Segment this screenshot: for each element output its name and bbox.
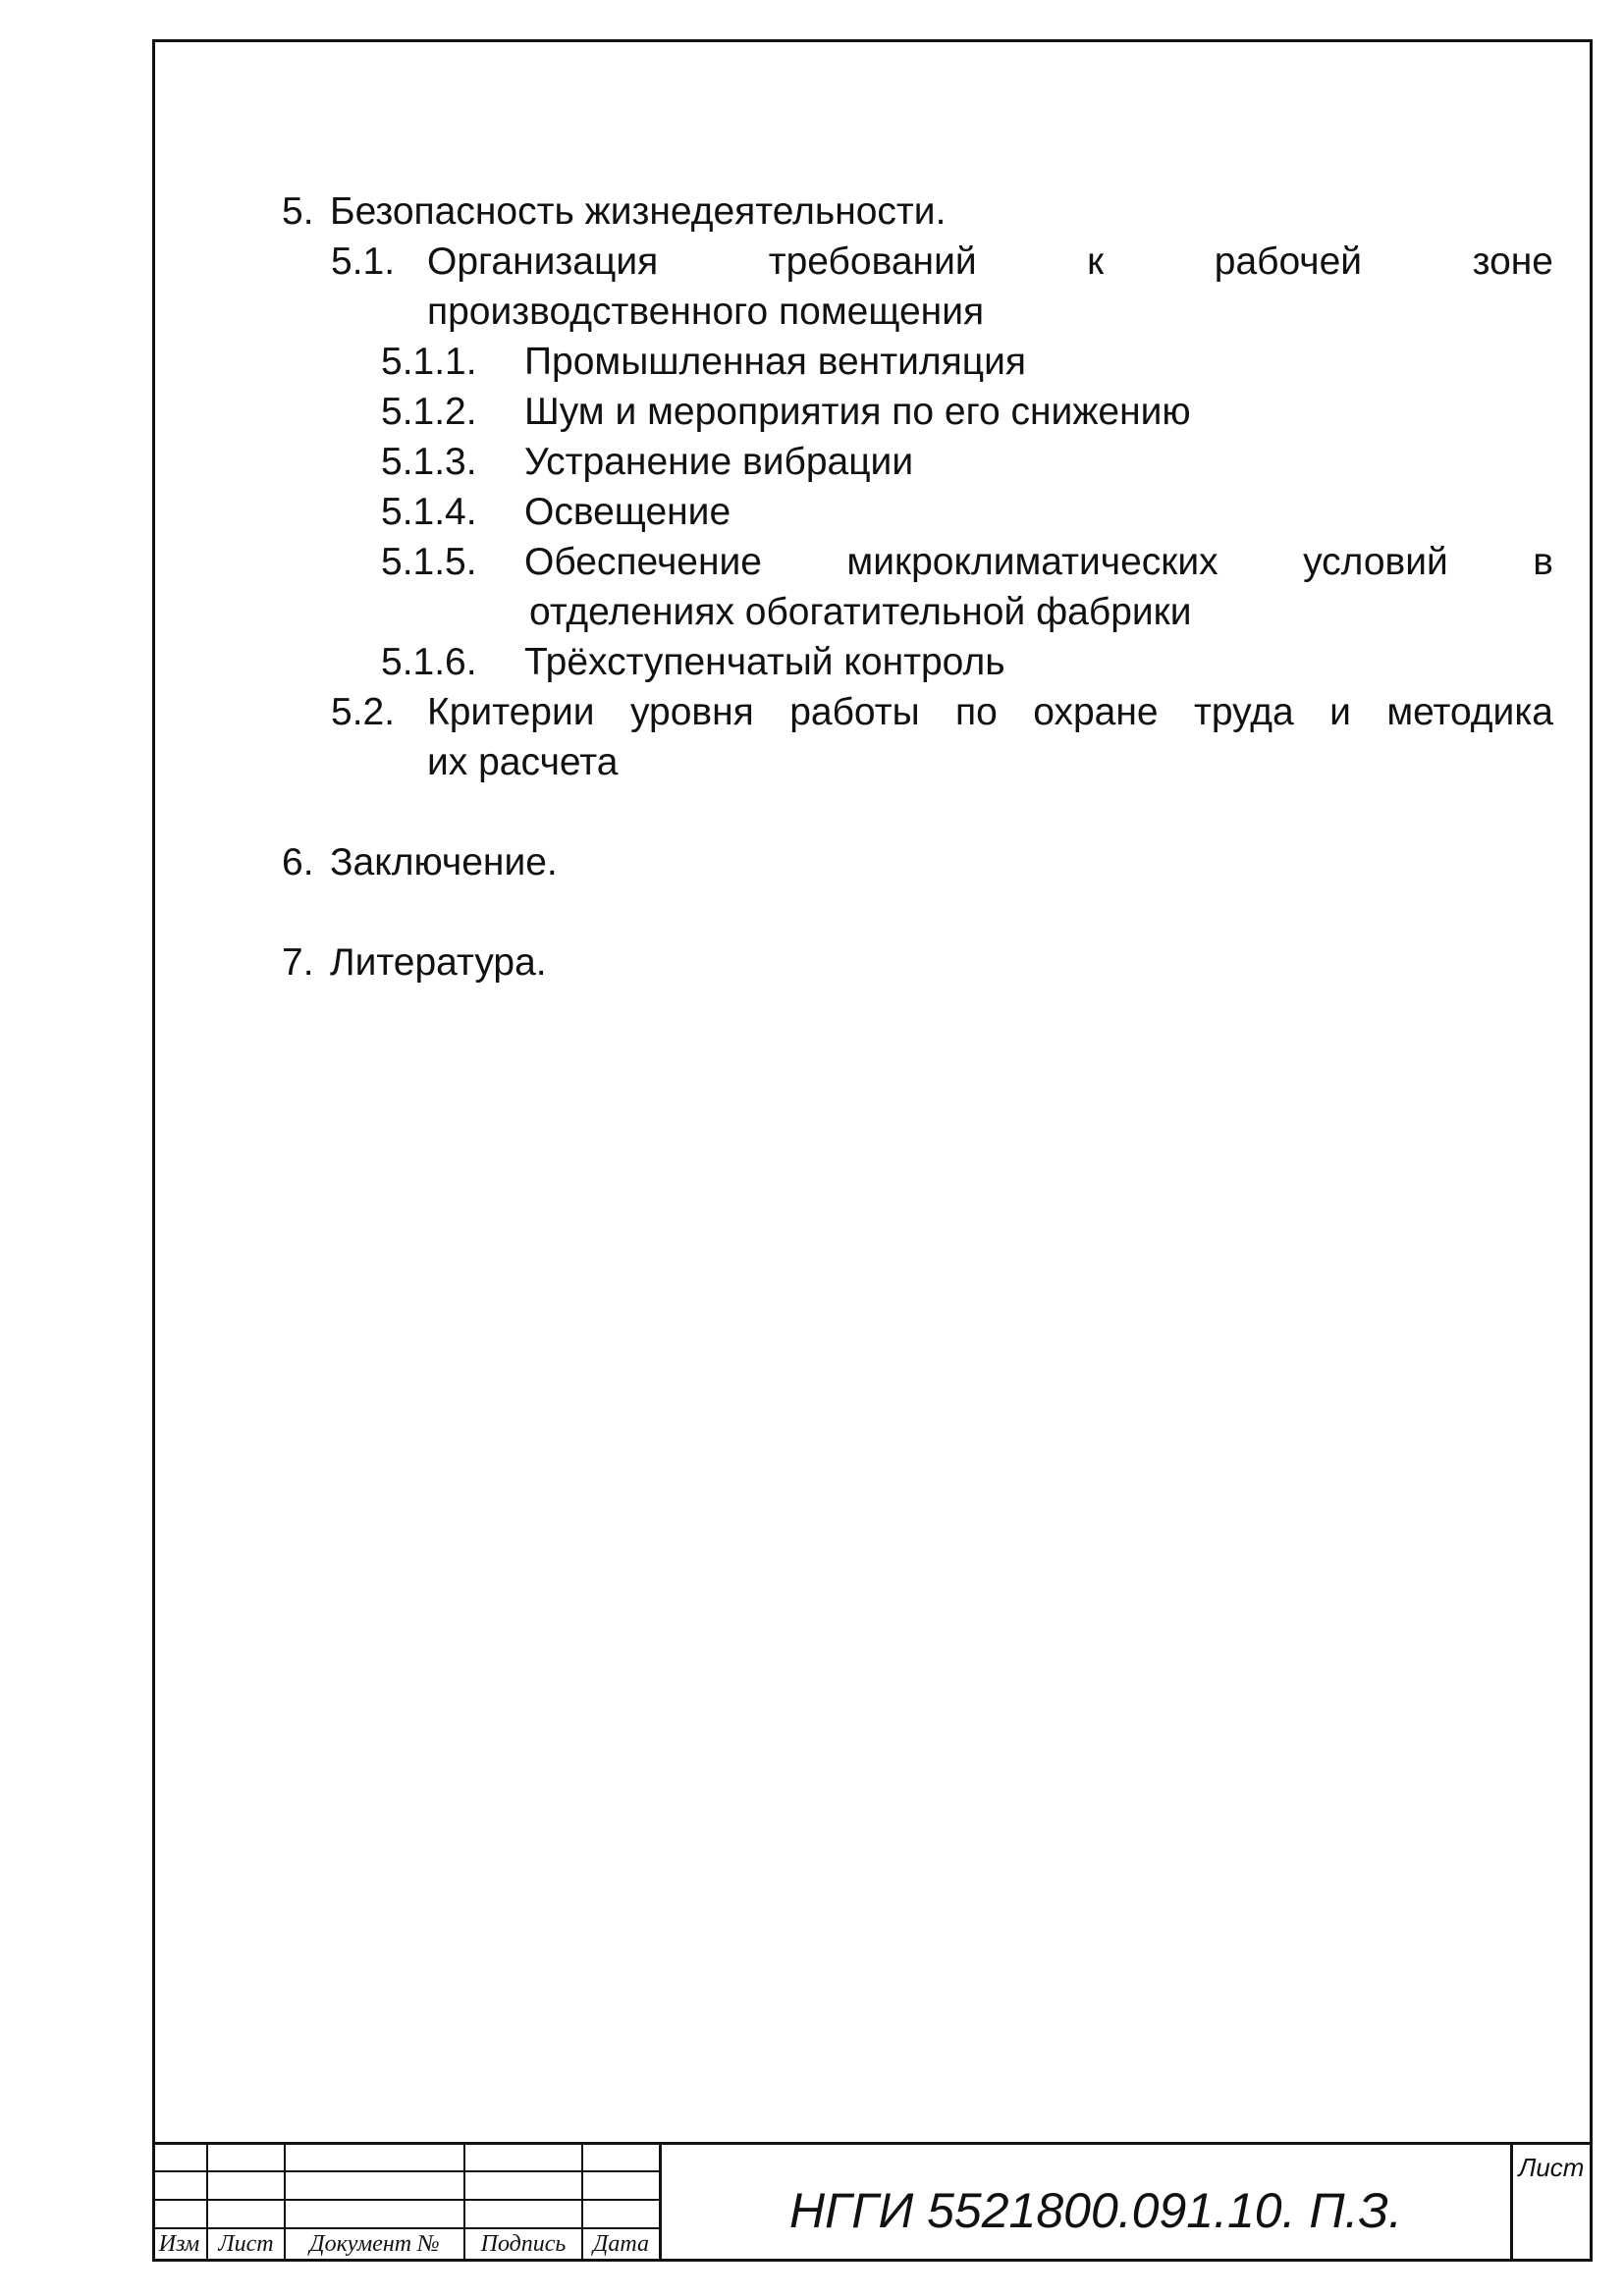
toc-title: Безопасность жизнедеятельности.: [330, 190, 947, 233]
toc-word: Обеспечение: [524, 541, 762, 583]
toc-word: охране: [1033, 691, 1159, 733]
toc-title: Трёхступенчатый контроль: [524, 641, 1005, 683]
toc-item-5-1-2: [282, 387, 1553, 437]
toc-item-5-1-4: [282, 487, 1553, 537]
toc-word: в: [1533, 541, 1553, 583]
toc-item-5-1-6: [282, 637, 1553, 687]
toc-title: Освещение: [524, 491, 731, 533]
toc-title: Заключение.: [330, 841, 558, 883]
column-list: Лист: [218, 2231, 274, 2257]
toc-number: 5.1.2.: [381, 391, 477, 433]
toc-title: Литература.: [330, 941, 547, 984]
table-of-contents: [282, 187, 1553, 988]
toc-word: работы: [789, 691, 920, 733]
toc-word: методика: [1386, 691, 1553, 733]
sheet-label: Лист: [1518, 2153, 1585, 2182]
toc-word: труда: [1193, 691, 1294, 733]
revision-grid: [152, 2145, 661, 2262]
column-document: Документ №: [309, 2231, 440, 2257]
toc-word: и: [1329, 691, 1351, 733]
toc-word: Организация: [427, 240, 659, 283]
document-code: НГГИ 5521800.091.10. П.З.: [788, 2182, 1403, 2238]
toc-word: микроклиматических: [846, 541, 1218, 583]
toc-number: 6.: [282, 841, 314, 883]
sheet-box: [1510, 2145, 1590, 2262]
toc-number: 5.1.: [331, 240, 396, 283]
toc-title-line2: отделениях обогатительной фабрики: [529, 591, 1192, 633]
toc-number: 5.2.: [331, 691, 396, 733]
grid-line: [659, 2145, 662, 2262]
toc-word: уровня: [629, 691, 754, 733]
grid-line: [152, 2199, 661, 2201]
toc-title-line1: [427, 687, 1553, 737]
toc-item-5-1-3: [282, 437, 1553, 487]
toc-item-5-1-5: [282, 537, 1553, 637]
toc-title: Устранение вибрации: [524, 441, 914, 483]
toc-item-5-2: [282, 687, 1553, 787]
toc-title-line2: производственного помещения: [427, 291, 985, 333]
title-block: [152, 2142, 1593, 2262]
column-podpis: Подпись: [480, 2231, 567, 2257]
toc-item-5-1-1: [282, 337, 1553, 387]
grid-line: [152, 2170, 661, 2172]
toc-word: рабочей: [1214, 240, 1363, 283]
toc-word: зоне: [1472, 240, 1553, 283]
toc-item-5: [282, 187, 1553, 237]
toc-item-7: [282, 937, 1553, 988]
toc-number: 7.: [282, 941, 314, 984]
toc-number: 5.1.3.: [381, 441, 477, 483]
toc-word: к: [1087, 240, 1105, 283]
toc-word: требований: [768, 240, 977, 283]
toc-word: по: [955, 691, 998, 733]
toc-number: 5.1.1.: [381, 341, 477, 383]
toc-title: Промышленная вентиляция: [524, 341, 1026, 383]
toc-word: Критерии: [427, 691, 595, 733]
column-izm: Изм: [158, 2231, 200, 2257]
toc-title-line2: их расчета: [427, 741, 619, 783]
toc-number: 5.1.6.: [381, 641, 477, 683]
toc-number: 5.1.5.: [381, 541, 477, 583]
toc-item-6: [282, 837, 1553, 887]
toc-title-line1: [524, 537, 1553, 587]
toc-title: Шум и мероприятия по его снижению: [524, 391, 1191, 433]
toc-number: 5.: [282, 190, 314, 233]
toc-word: условий: [1303, 541, 1448, 583]
toc-number: 5.1.4.: [381, 491, 477, 533]
toc-item-5-1: [282, 237, 1553, 337]
column-data: Дата: [593, 2231, 649, 2257]
toc-title-line1: [427, 237, 1553, 287]
